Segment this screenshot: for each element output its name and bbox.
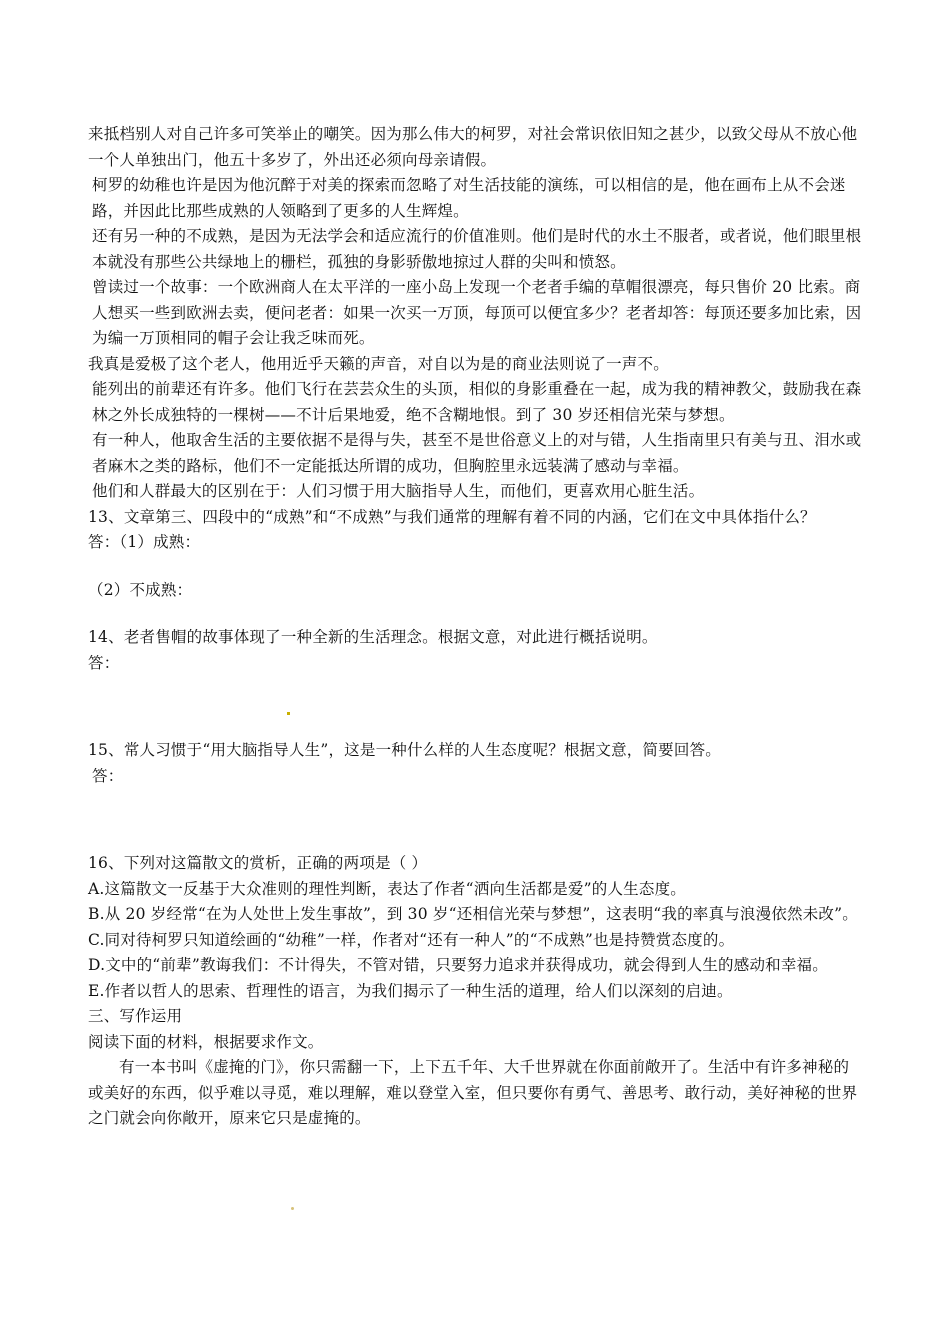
paragraph-3: 还有另一种的不成熟，是因为无法学会和适应流行的价值准则。他们是时代的水土不服者，或者说，他们眼里根本就没有那些公共绿地上的栅栏，孤独的身影骄傲地掠过人群的尖叫和愤怒。 [92, 227, 862, 271]
question-13: 13、文章第三、四段中的“成熟”和“不成熟”与我们通常的理解有着不同的内涵，它们在文中具体指什么？ [88, 507, 816, 526]
paragraph-1: 来抵档别人对自己许多可笑举止的嘲笑。因为那么伟大的柯罗，对社会常识依旧知之甚少，以致父母从不放心他一个人单独出门，他五十多岁了，外出还必须向母亲请假。 [88, 125, 858, 169]
answer-15: 答： [92, 766, 124, 785]
section-3-title: 三、写作运用 [88, 1007, 183, 1025]
answer-14: 答： [88, 653, 120, 672]
question-15: 15、常人习惯于“用大脑指导人生”，这是一种什么样的人生态度呢？根据文意，简要回答。 [88, 741, 721, 759]
answer-13-1: 答：（1）成熟： [88, 533, 201, 551]
paragraph-5: 我真是爱极了这个老人，他用近乎天籁的声音，对自以为是的商业法则说了一声不。 [88, 354, 669, 373]
option-d: D.文中的“前辈”教诲我们：不计得失，不管对错，只要努力追求并获得成功，就会得到人生的感动和幸福。 [88, 956, 828, 974]
answer-space-13-1 [88, 556, 864, 578]
paragraph-6: 能列出的前辈还有许多。他们飞行在芸芸众生的头顶，相似的身影重叠在一起，成为我的精神教父，鼓励我在森林之外长成独特的一棵树——不计后果地爱，绝不含糊地恨。到了 30 岁还相信光荣与梦想。 [92, 380, 862, 424]
question-16: 16、下列对这篇散文的赏析，正确的两项是（ ） [88, 854, 428, 872]
paragraph-8: 他们和人群最大的区别在于：人们习惯于用大脑指导人生，而他们，更喜欢用心脏生活。 [92, 482, 705, 500]
document-content [88, 122, 864, 1132]
section-3-instruction: 阅读下面的材料，根据要求作文。 [88, 1032, 324, 1051]
answer-space-14 [88, 676, 864, 738]
answer-space-15 [88, 789, 864, 851]
question-14: 14、老者售帽的故事体现了一种全新的生活理念。根据文意，对此进行概括说明。 [88, 628, 658, 646]
option-e: E.作者以哲人的思索、哲理性的语言，为我们揭示了一种生活的道理，给人们以深刻的启迪。 [88, 981, 733, 1000]
option-a: A.这篇散文一反基于大众准则的理性判断，表达了作者“洒向生活都是爱”的人生态度。 [88, 879, 686, 898]
answer-13-2: （2）不成熟： [88, 580, 193, 599]
option-c: C.同对待柯罗只知道绘画的“幼稚”一样，作者对“还有一种人”的“不成熟”也是持赞赏态度的。 [88, 930, 735, 949]
decorative-mark-small [291, 1207, 294, 1210]
paragraph-2: 柯罗的幼稚也许是因为他沉醉于对美的探索而忽略了对生活技能的演练，可以相信的是，他在画布上从不会迷路，并因此比那些成熟的人领略到了更多的人生辉煌。 [92, 176, 846, 220]
paragraph-7: 有一种人，他取舍生活的主要依据不是得与失，甚至不是世俗意义上的对与错，人生指南里只有美与丑、泪水或者麻木之类的路标，他们不一定能抵达所谓的成功，但胸腔里永远装满了感动与幸福。 [92, 431, 862, 475]
decorative-mark [287, 712, 290, 715]
section-3-material: 有一本书叫《虚掩的门》，你只需翻一下，上下五千年、大千世界就在你面前敞开了。生活中有许多神秘的或美好的东西，似乎难以寻觅，难以理解，难以登堂入室，但只要你有勇气、善思考、敢行动，美好神秘的世界之门就会向你敞开，原来它只是虚掩的。 [88, 1058, 858, 1127]
option-b: B.从 20 岁经常“在为人处世上发生事故”，到 30 岁“还相信光荣与梦想”，这表明“我的率真与浪漫依然未改”。 [88, 905, 858, 923]
answer-space-13-2 [88, 603, 864, 625]
paragraph-4: 曾读过一个故事：一个欧洲商人在太平洋的一座小岛上发现一个老者手编的草帽很漂亮，每只售价 20 比索。商人想买一些到欧洲去卖，便问老者：如果一次买一万顶，每顶可以便宜多少？老者却答：每顶还要多加比索，因为编一万顶相同的帽子会让我乏味而死。 [92, 278, 862, 347]
